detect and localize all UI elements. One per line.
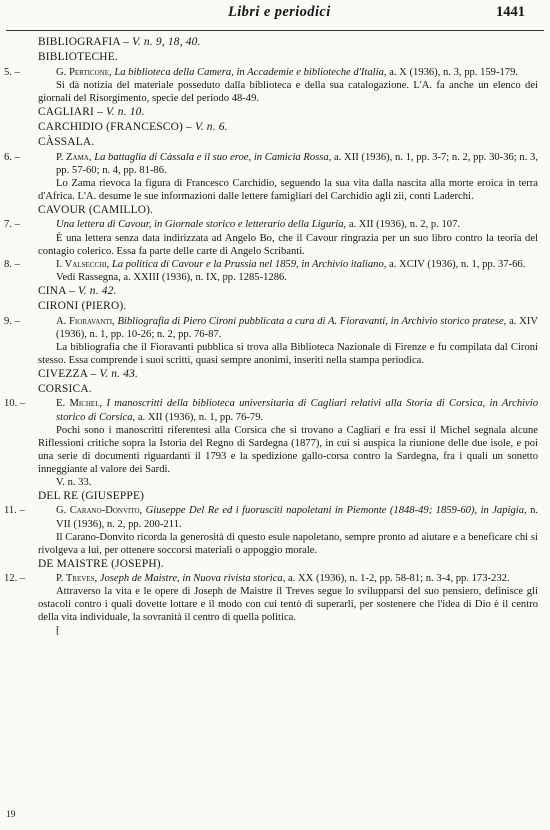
subject-heading bbox=[20, 50, 538, 65]
entry-number: 5. – bbox=[4, 66, 20, 78]
entry-description: Attraverso la vita e le opere di Joseph de Maistre il Treves segue lo svilupparsi del suo pensiero, definisce gli ostacoli contro i quali dovette lottare e il modo con cui tentò di superarli, per sostenere che l'idea di Dio è il centro della vita individuale, la sovranità il centro di quella politica. bbox=[38, 586, 538, 624]
heading-text: DEL RE (GIUSEPPE) bbox=[38, 490, 145, 503]
entry-publication: in Nuova rivista storica, bbox=[182, 573, 286, 585]
heading-text: BIBLIOGRAFIA – bbox=[38, 36, 133, 48]
entry-description: V. n. 33. bbox=[56, 477, 92, 489]
entry-number: 12. – bbox=[4, 573, 26, 585]
bibliography-entry bbox=[4, 315, 539, 341]
heading-text: CAGLIARI – bbox=[38, 105, 107, 118]
signature-number: 19 bbox=[6, 810, 16, 820]
entry-title: Bibliografia di Piero Cironi pubblicata a cura di A. Fioravanti, bbox=[117, 315, 388, 327]
entry-details: a. XCIV (1936), n. 1, pp. 37-66. bbox=[389, 258, 526, 270]
running-title: Libri e periodici bbox=[228, 4, 331, 20]
entry-author: E. Michel, bbox=[56, 398, 103, 410]
entry-author: P. Zama, bbox=[56, 151, 92, 163]
subject-heading bbox=[20, 135, 538, 150]
heading-text: CARCHIDIO (FRANCESCO) – bbox=[38, 121, 196, 134]
entry-author: G. Perticone, bbox=[56, 66, 112, 78]
bibliography-entry bbox=[4, 572, 538, 585]
entry-description: Si dà notizia del materiale posseduto dalla biblioteca e della sua catalogazione. L'A. fa anche un elenco dei giornali del Risorgimento, specie del periodo 48-49. bbox=[38, 79, 538, 104]
entry-author: A. Fioravanti, bbox=[56, 315, 115, 327]
entry-publication: in Archivio italiano, bbox=[301, 258, 387, 270]
entry-title: Giuseppe Del Re ed i fuorusciti napoletani in Piemonte (1848-49; 1859-60), bbox=[145, 505, 478, 517]
entry-publication: in Japigia, bbox=[480, 505, 527, 517]
entry-details: a. X (1936), n. 3, pp. 159-179. bbox=[389, 66, 519, 78]
entry-number: 9. – bbox=[4, 315, 20, 327]
entry-author: I. Valsecchi, bbox=[56, 258, 110, 270]
cross-reference: V. n. 43. bbox=[99, 367, 139, 380]
entry-title: Joseph de Maistre, bbox=[99, 573, 180, 585]
entry-title: I manoscritti della biblioteca universitaria di Cagliari relativi alla Storia di Corsica, bbox=[106, 398, 486, 410]
subject-heading bbox=[20, 299, 538, 314]
entry-publication: in Giornale storico e letterario della Liguria, bbox=[154, 219, 347, 231]
bibliography-entry bbox=[4, 504, 539, 530]
bibliography-list bbox=[4, 35, 539, 638]
entry-description: Lo Zama rievoca la figura di Francesco Carchidio, seguendo la sua vita dalla nascita alla morte eroica in terra d'Africa. L'A. desume le sue informazioni dalle lettere famigliari del Carchidio agli zii, conti Laderchi. bbox=[38, 177, 538, 203]
heading-text: DE MAISTRE (JOSEPH). bbox=[38, 557, 164, 570]
heading-text: CÀSSALA. bbox=[38, 136, 95, 149]
entry-number: 8. – bbox=[4, 258, 20, 270]
subject-heading bbox=[20, 489, 538, 504]
entry-details: a. XIV (1936), n. 1, pp. 10-26; n. 2, pp. 76-87. bbox=[56, 315, 539, 340]
bibliography-entry bbox=[4, 258, 538, 271]
entry-details: a. XII (1936), n. 1, pp. 76-79. bbox=[137, 411, 264, 423]
bibliography-entry bbox=[4, 66, 538, 79]
cross-reference: V. n. 10. bbox=[106, 105, 145, 118]
subject-heading bbox=[20, 203, 538, 218]
entry-description: La bibliografia che il Fioravanti pubblica si trova alla Biblioteca Nazionale di Firenze e fu compilata dal Cironi stesso. Essa comprende i suoi scritti, quasi sempre anonimi, inseriti nella stampa periodica. bbox=[38, 341, 538, 366]
entry-publication: in Archivio storico pratese, bbox=[390, 315, 507, 327]
entry-publication: in Archivio storico di Corsica, bbox=[56, 398, 538, 423]
entry-author: P. Treves, bbox=[56, 573, 98, 585]
entry-description: [ bbox=[56, 625, 60, 637]
heading-text: CORSICA. bbox=[38, 383, 92, 396]
entry-details: n. VII (1936), n. 2, pp. 200-211. bbox=[56, 505, 539, 530]
entry-details: a. XII (1936), n. 1, pp. 3-7; n. 2, pp. 30-36; n. 3, pp. 57-60; n. 4, pp. 81-86. bbox=[56, 151, 538, 176]
bibliography-entry bbox=[4, 218, 538, 231]
entry-author: G. Carano-Donvito, bbox=[56, 505, 143, 517]
cross-reference: V. n. 6. bbox=[195, 121, 228, 134]
entry-description: È una lettera senza data indirizzata ad Angelo Bo, che il Cavour ringrazia per un suo libro contro la teoria del contagio colerico. Essa fa parte delle carte di Angelo Scribanti. bbox=[38, 232, 538, 257]
entry-title: Una lettera di Cavour, bbox=[56, 219, 152, 231]
entry-number: 11. – bbox=[4, 505, 25, 517]
heading-text: CIRONI (PIERO). bbox=[38, 300, 127, 313]
subject-heading bbox=[20, 367, 538, 382]
entry-title: La politica di Cavour e la Prussia nel 1859, bbox=[111, 258, 299, 270]
entry-number: 6. – bbox=[4, 151, 20, 163]
entry-publication: in Camicia Rossa, bbox=[253, 151, 332, 163]
entry-description: Vedi Rassegna, a. XXIII (1936), n. IX, pp. 1285-1286. bbox=[56, 271, 287, 283]
entry-title: La battaglia di Càssala e il suo eroe, bbox=[94, 151, 252, 163]
heading-text: CAVOUR (CAMILLO). bbox=[38, 204, 154, 217]
entry-details: a. XX (1936), n. 1-2, pp. 58-81; n. 3-4, pp. 173-232. bbox=[288, 573, 510, 585]
subject-heading bbox=[20, 105, 538, 120]
subject-heading bbox=[20, 382, 538, 397]
header-rule bbox=[6, 30, 544, 31]
heading-text: BIBLIOTECHE. bbox=[38, 51, 118, 64]
subject-heading bbox=[20, 120, 538, 135]
bibliography-entry bbox=[4, 151, 538, 177]
entry-number: 7. – bbox=[4, 219, 20, 231]
page-number: 1441 bbox=[496, 4, 525, 20]
subject-heading bbox=[20, 557, 538, 572]
subject-heading bbox=[20, 284, 538, 299]
bibliography-entry bbox=[4, 397, 538, 423]
entry-description: Pochi sono i manoscritti riferentesi alla Corsica che si trovano a Cagliari e fra essi il Michel segnala alcune Riflessioni critiche sopra la Istoria del Regno di Sardegna (1877), in cui si auspica la riunione delle due isole, e poi una serie di documenti riguardanti il 1793 e la spedizione gallo-corsa contro la Sardegna, fra i quali un sonetto inneggiante al valore dei Sardi. bbox=[38, 424, 538, 475]
heading-text: CIVEZZA – bbox=[38, 367, 100, 380]
entry-number: 10. – bbox=[4, 398, 26, 410]
entry-description: Il Carano-Donvito ricorda la generosità di questo esule napoletano, sempre pronto ad aiutare e a beneficare chi si rivolgeva a lui, per ottenere soccorsi materiali o appoggio morale. bbox=[38, 531, 538, 556]
cross-reference: V. n. 42. bbox=[78, 284, 117, 297]
entry-details: a. XII (1936), n. 2, p. 107. bbox=[348, 219, 461, 231]
heading-text: CINA – bbox=[38, 284, 79, 297]
entry-publication: in Accademie e biblioteche d'Italia, bbox=[236, 66, 387, 78]
entry-title: La biblioteca della Camera, bbox=[114, 66, 234, 78]
subject-heading bbox=[20, 35, 538, 50]
cross-reference: V. n. 9, 18, 40. bbox=[132, 36, 201, 48]
